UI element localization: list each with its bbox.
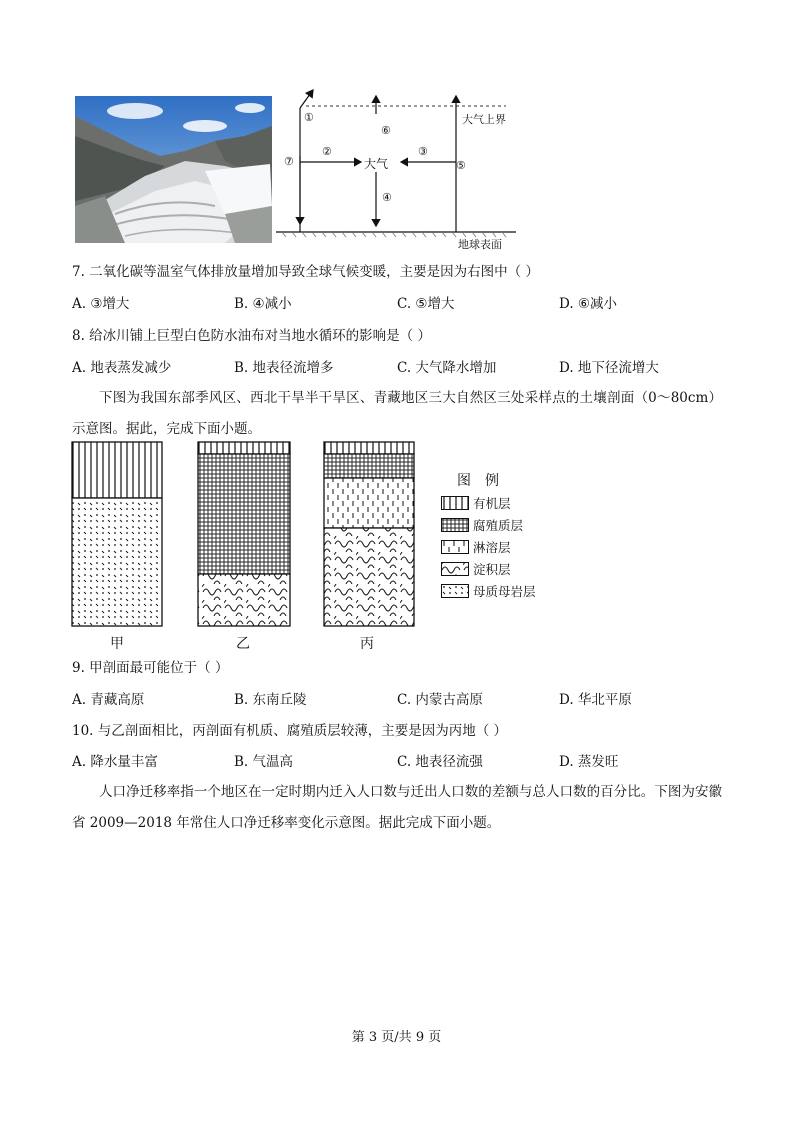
legend — [441, 492, 536, 602]
section-label-yi: 乙 — [236, 636, 250, 652]
question-9-stem: 9. 甲剖面最可能位于（ ） — [72, 660, 229, 676]
circle-5: ⑤ — [456, 159, 466, 172]
section-label-bing: 丙 — [360, 636, 374, 652]
circle-6: ⑥ — [381, 124, 391, 137]
legend-item-humus — [441, 514, 536, 536]
legend-label: 有机层 — [473, 496, 511, 511]
question-10-stem: 10. 与乙剖面相比，丙剖面有机质、腐殖质层较薄，主要是因为丙地（ ） — [72, 723, 508, 739]
q9-option-a[interactable]: A. 青藏高原 — [72, 692, 145, 708]
migration-intro-paragraph: 人口净迁移率指一个地区在一定时期内迁入人口数与迁出人口数的差额与总人口数的百分比。下图为安徽省 2009—2018 年常住人口净迁移率变化示意图。据此完成下面小题。 — [72, 784, 722, 831]
parent-swatch-icon — [441, 584, 469, 598]
top-boundary-label: 大气上界 — [462, 113, 506, 126]
circle-2: ② — [322, 145, 332, 158]
legend-label: 淋溶层 — [473, 540, 511, 555]
glacier-photo — [75, 96, 272, 243]
legend-title: 图例 — [457, 473, 513, 489]
q8-option-c[interactable]: C. 大气降水增加 — [397, 360, 497, 376]
leaching-swatch-icon — [441, 540, 469, 554]
q10-option-c[interactable]: C. 地表径流强 — [397, 754, 483, 770]
circle-3: ③ — [418, 145, 428, 158]
q7-option-a[interactable]: A. ③增大 — [72, 296, 130, 312]
q8-option-a[interactable]: A. 地表蒸发减少 — [72, 360, 172, 376]
legend-item-organic — [441, 492, 536, 514]
q7-option-b[interactable]: B. ④减小 — [234, 296, 292, 312]
legend-item-deposit — [441, 558, 536, 580]
q7-option-c[interactable]: C. ⑤增大 — [397, 296, 455, 312]
page-footer: 第 3 页/共 9 页 — [351, 1030, 442, 1045]
q9-option-d[interactable]: D. 华北平原 — [559, 692, 632, 708]
q7-option-d[interactable]: D. ⑥减小 — [559, 296, 618, 312]
circle-7: ⑦ — [284, 155, 294, 168]
circle-1: ① — [304, 111, 314, 124]
earth-surface-label: 地球表面 — [458, 238, 502, 251]
atmosphere-label: 大气 — [364, 157, 389, 171]
q8-option-d[interactable]: D. 地下径流增大 — [559, 360, 659, 376]
q10-option-b[interactable]: B. 气温高 — [234, 754, 294, 770]
section-label-jia: 甲 — [110, 636, 124, 652]
legend-item-parent — [441, 580, 536, 602]
legend-label: 母质母岩层 — [473, 584, 536, 599]
q10-option-a[interactable]: A. 降水量丰富 — [72, 754, 158, 770]
legend-label: 淀积层 — [473, 562, 511, 577]
q8-option-b[interactable]: B. 地表径流增多 — [234, 360, 334, 376]
legend-label: 腐殖质层 — [473, 518, 524, 533]
q9-option-c[interactable]: C. 内蒙古高原 — [397, 692, 483, 708]
question-7-stem: 7. 二氧化碳等温室气体排放量增加导致全球气候变暖，主要是因为右图中（ ） — [72, 264, 539, 280]
humus-swatch-icon — [441, 518, 469, 532]
deposit-swatch-icon — [441, 562, 469, 576]
circle-4: ④ — [382, 191, 392, 204]
legend-item-leaching — [441, 536, 536, 558]
q10-option-d[interactable]: D. 蒸发旺 — [559, 754, 619, 770]
organic-swatch-icon — [441, 496, 469, 510]
soil-intro-paragraph: 下图为我国东部季风区、西北干旱半干旱区、青藏地区三大自然区三处采样点的土壤剖面（0～80cm）示意图。据此，完成下面小题。 — [72, 390, 722, 437]
question-8-stem: 8. 给冰川铺上巨型白色防水油布对当地水循环的影响是（ ） — [72, 328, 431, 344]
q9-option-b[interactable]: B. 东南丘陵 — [234, 692, 307, 708]
